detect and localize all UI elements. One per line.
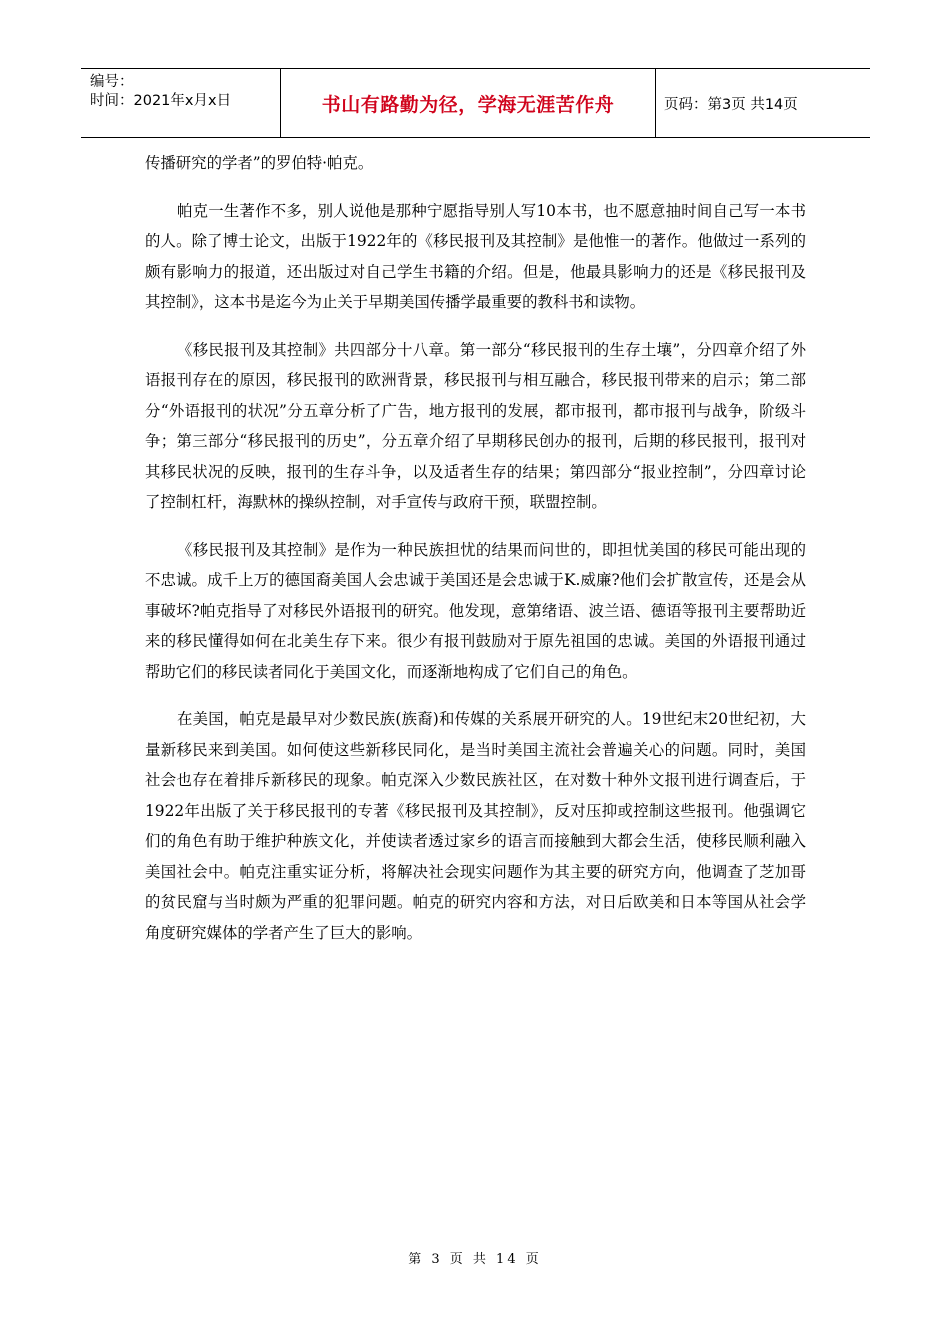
header-motto-cell: [281, 69, 656, 137]
number-label: 编号：: [90, 74, 134, 90]
page-info-text: 页码：第3页 共14页: [664, 96, 798, 113]
header-meta: [81, 69, 281, 137]
motto-text: 书山有路勤为径，学海无涯苦作舟: [321, 93, 615, 116]
header-page-info: [656, 69, 870, 137]
paragraph: 《移民报刊及其控制》是作为一种民族担忧的结果而问世的，即担忧美国的移民可能出现的不忠诚。成千上万的德国裔美国人会忠诚于美国还是会忠诚于K.威廉?他们会扩散宣传，还是会从事破坏?帕克指导了对移民外语报刊的研究。他发现，意第绪语、波兰语、德语等报刊主要帮助近来的移民懂得如何在北美生存下来。很少有报刊鼓励对于原先祖国的忠诚。美国的外语报刊通过帮助它们的移民读者同化于美国文化，而逐渐地构成了它们自己的角色。: [145, 540, 806, 681]
time-label: 时间：2021年x月x日: [90, 93, 232, 109]
paragraph-continuation: 传播研究的学者”的罗伯特·帕克。: [145, 154, 374, 172]
paragraph: 帕克一生著作不多，别人说他是那种宁愿指导别人写10本书，也不愿意抽时间自己写一本书的人。除了博士论文，出版于1922年的《移民报刊及其控制》是他惟一的著作。他做过一系列的颇有影响力的报道，还出版过对自己学生书籍的介绍。但是，他最具影响力的还是《移民报刊及其控制》，这本书是迄今为止关于早期美国传播学最重要的教科书和读物。: [145, 201, 806, 311]
paragraph: 在美国，帕克是最早对少数民族(族裔)和传媒的关系展开研究的人。19世纪末20世纪初，大量新移民来到美国。如何使这些新移民同化，是当时美国主流社会普遍关心的问题。同时，美国社会也存在着排斥新移民的现象。帕克深入少数民族社区，在对数十种外文报刊进行调查后，于1922年出版了关于移民报刊的专著《移民报刊及其控制》，反对压抑或控制这些报刊。他强调它们的角色有助于维护种族文化，并使读者透过家乡的语言而接触到大都会生活，使移民顺利融入美国社会中。帕克注重实证分析，将解决社会现实问题作为其主要的研究方向，他调查了芝加哥的贫民窟与当时颇为严重的犯罪问题。帕克的研究内容和方法，对日后欧美和日本等国从社会学角度研究媒体的学者产生了巨大的影响。: [145, 710, 806, 942]
page-header: [81, 68, 870, 138]
page-footer: 第 3 页 共 14 页: [408, 1252, 542, 1267]
document-body: [145, 148, 806, 965]
paragraph: 《移民报刊及其控制》共四部分十八章。第一部分“移民报刊的生存土壤”，分四章介绍了外语报刊存在的原因，移民报刊的欧洲背景，移民报刊与相互融合，移民报刊带来的启示；第二部分“外语报刊的状况”分五章分析了广告，地方报刊的发展，都市报刊，都市报刊与战争，阶级斗争；第三部分“移民报刊的历史”，分五章介绍了早期移民创办的报刊，后期的移民报刊，报刊对其移民状况的反映，报刊的生存斗争，以及适者生存的结果；第四部分“报业控制”，分四章讨论了控制杠杆，海默林的操纵控制，对手宣传与政府干预，联盟控制。: [145, 340, 806, 511]
